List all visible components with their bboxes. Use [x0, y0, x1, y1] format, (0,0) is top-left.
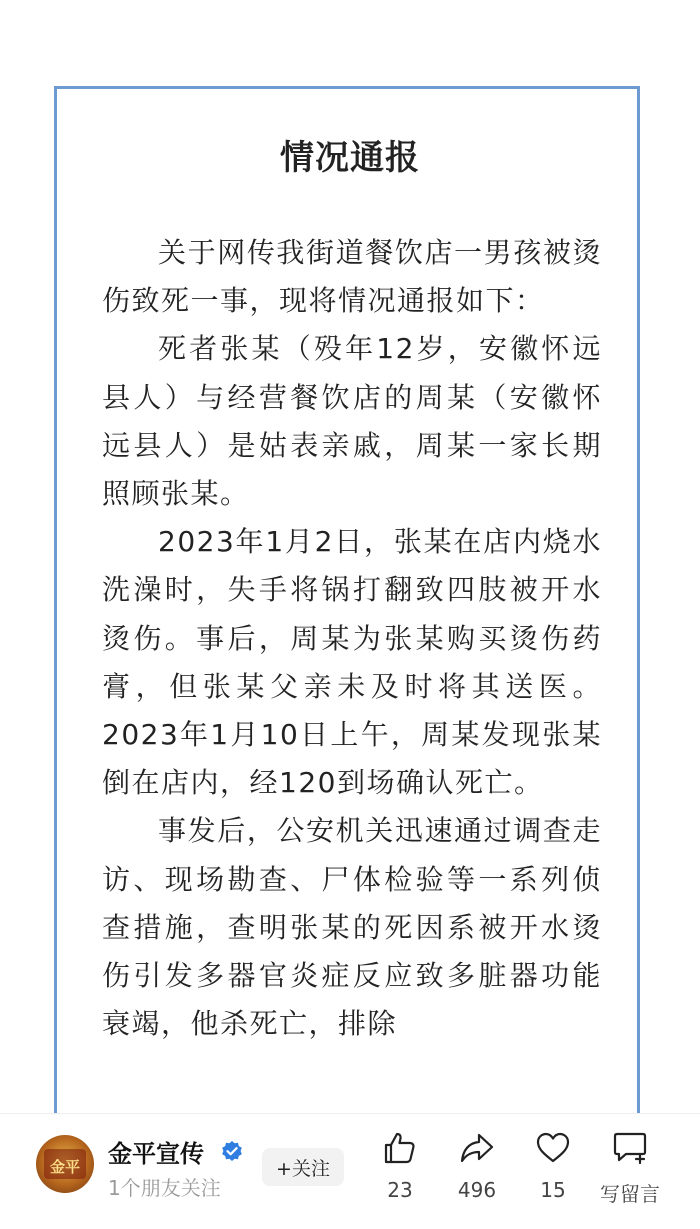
follow-button[interactable]: +关注: [262, 1148, 344, 1186]
like-button[interactable]: [360, 1130, 440, 1202]
document-body: [102, 229, 602, 1129]
verified-badge-icon: [221, 1140, 243, 1162]
bottom-action-bar: [0, 1113, 700, 1229]
favorite-count: 15: [540, 1178, 566, 1202]
avatar-logo-icon: [36, 1135, 94, 1193]
comment-plus-icon: [612, 1130, 648, 1166]
write-comment-button[interactable]: [590, 1130, 670, 1207]
write-comment-label: 写留言: [600, 1182, 660, 1206]
friends-following-text: 1个朋友关注: [108, 1176, 221, 1200]
share-arrow-icon: [459, 1130, 495, 1166]
heart-icon: [535, 1130, 571, 1166]
document-paragraph: 死者张某（殁年12岁，安徽怀远县人）与经营餐饮店的周某（安徽怀远县人）是姑表亲戚，周某一家长期照顾张某。: [102, 332, 602, 511]
share-count: 496: [457, 1178, 497, 1202]
favorite-button[interactable]: [513, 1130, 593, 1202]
document-paragraph: 关于网传我街道餐饮店一男孩被烫伤致死一事，现将情况通报如下：: [102, 236, 602, 318]
avatar[interactable]: [36, 1135, 94, 1193]
avatar-text: 金平: [49, 1158, 81, 1176]
document-paragraph: 2023年1月2日，张某在店内烧水洗澡时，失手将锅打翻致四肢被开水烫伤。事后，周某为张某购买烫伤药膏，但张某父亲未及时将其送医。2023年1月10日上午，周某发现张某倒在店内，经120到场确认死亡。: [102, 525, 602, 800]
document-title: 情况通报: [280, 138, 420, 178]
like-count: 23: [387, 1178, 413, 1202]
document-paragraph: 事发后，公安机关迅速通过调查走访、现场勘查、尸体检验等一系列侦查措施，查明张某的死因系被开水烫伤引发多器官炎症反应致多脏器功能衰竭，他杀死亡，排除: [102, 814, 602, 1041]
share-button[interactable]: [437, 1130, 517, 1202]
thumbs-up-icon: [382, 1130, 418, 1166]
account-name[interactable]: 金平宣传: [108, 1140, 204, 1168]
